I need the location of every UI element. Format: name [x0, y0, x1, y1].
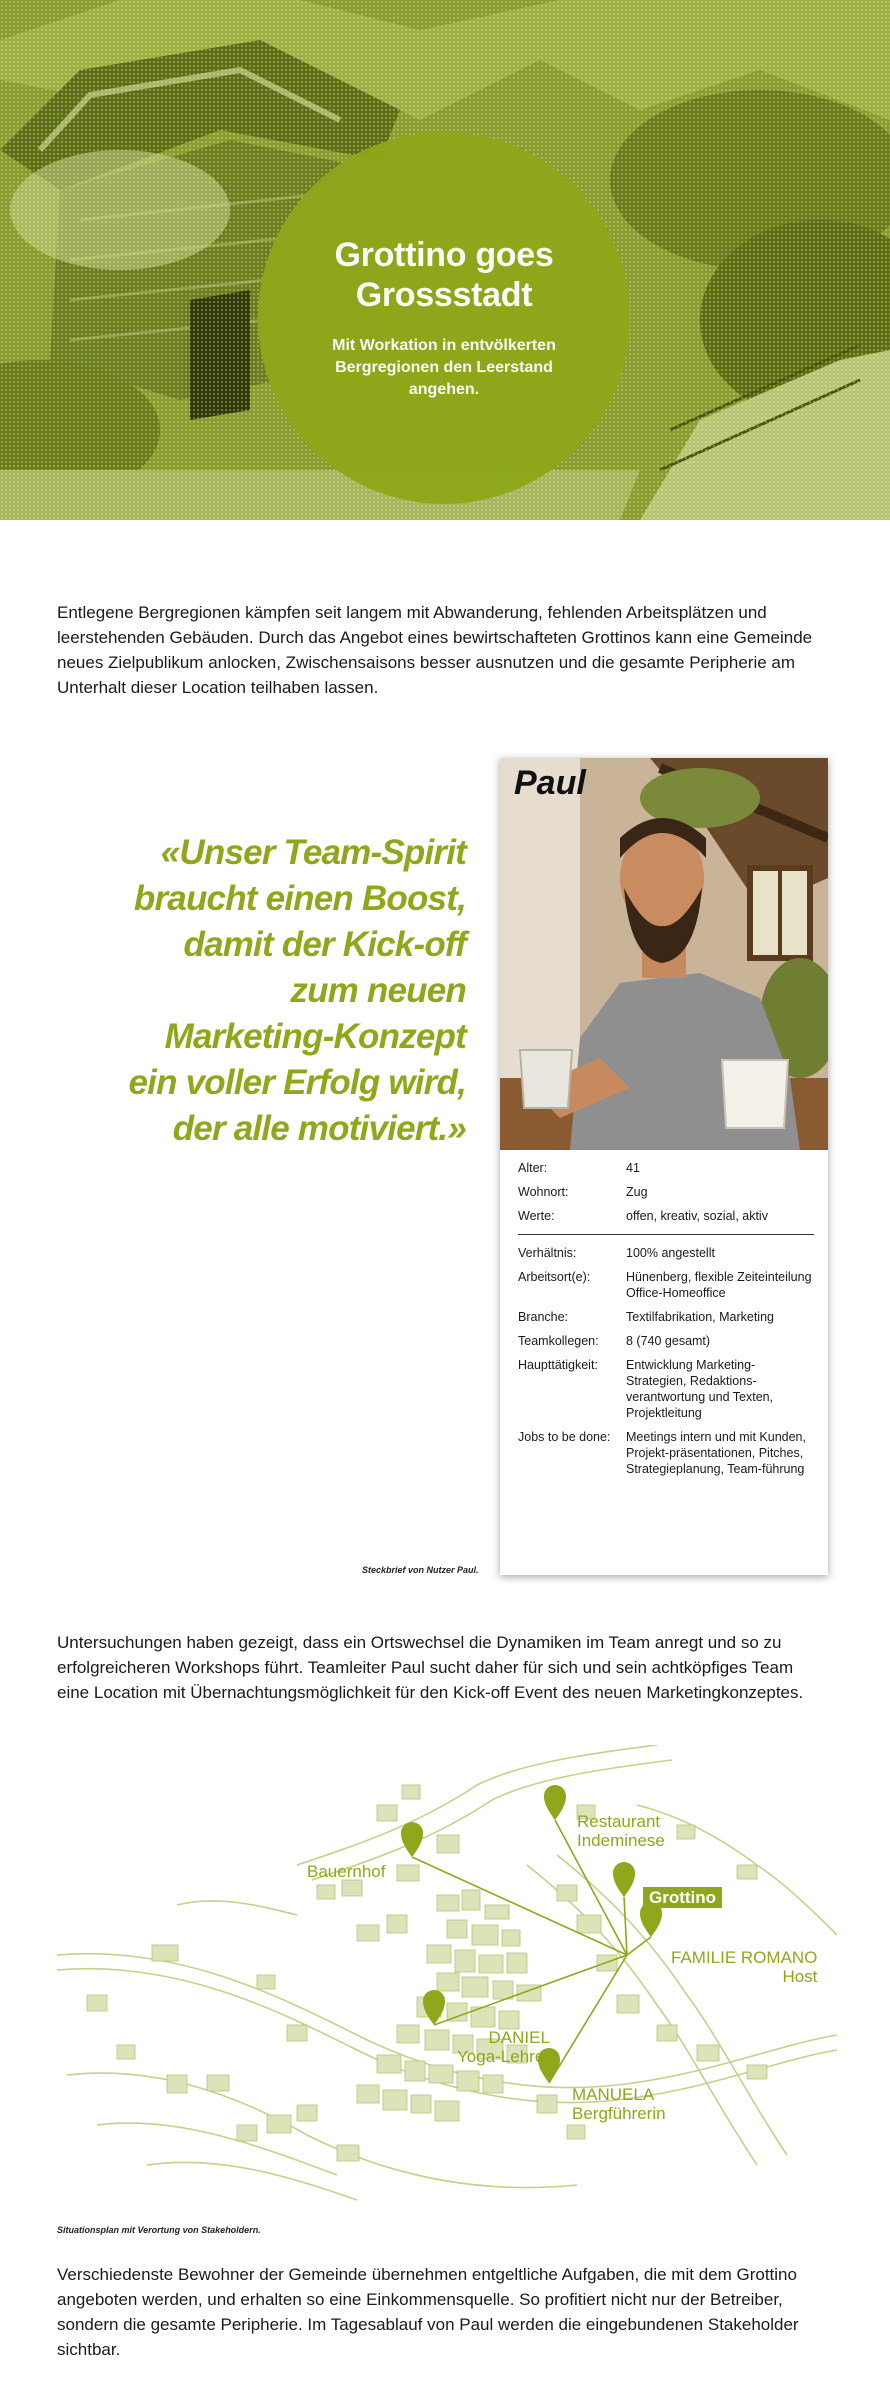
persona-divider [518, 1234, 814, 1235]
persona-info-value: Hünenberg, flexible Zeiteinteilung Office-Homeoffice [626, 1270, 812, 1300]
hero-subtitle [298, 335, 590, 401]
persona-card [500, 758, 828, 1575]
intro-paragraph: Entlegene Bergregionen kämpfen seit langem mit Abwanderung, fehlenden Arbeitsplätzen und leerstehenden Gebäuden. Durch das Angebot eines bewirtschafteten Grottinos kann eine Gemeinde neues Zielpublikum anlocken, Zwischensaisons besser ausnutzen und die gesamte Peripherie am Unterhalt dieser Location teilhaben lassen. [57, 603, 813, 697]
persona-info-label: Wohnort: [518, 1185, 569, 1199]
map-label-daniel [457, 2028, 550, 2066]
hero-subtitle-line: Mit Workation in entvölkerten [332, 337, 556, 354]
hero-subtitle-line: Bergregionen den Leerstand angehen. [335, 359, 553, 398]
outro-paragraph: Verschiedenste Bewohner der Gemeinde übernehmen entgeltliche Aufgaben, die mit dem Grottino angeboten werden, und erhalten so eine Einkommensquelle. So profitiert nicht nur der Betreiber, sondern die gesamte Peripherie. Im Tagesablauf von Paul werden die eingebundenen Stakeholder sichtbar. [57, 2265, 799, 2359]
persona-info-label: Alter: [518, 1161, 548, 1175]
hero-circle [258, 132, 630, 504]
map-label-grottino: Grottino [643, 1887, 722, 1908]
persona-name: Paul [514, 764, 586, 802]
study-paragraph: Untersuchungen haben gezeigt, dass ein Ortswechsel die Dynamiken im Team anregt und so zu erfolgreicheren Workshops führt. Teamleiter Paul sucht daher für sich und sein achtköpfiges Team eine Location mit Übernachtungsmöglichkeit für den Kick-off Event des neuen Marketingkonzeptes. [57, 1633, 804, 1702]
quote-line: «Unser Team-Spirit [160, 833, 466, 872]
hero-banner [0, 0, 890, 520]
persona-info-row [518, 1184, 814, 1200]
map-label-line: Restaurant [577, 1812, 661, 1831]
quote-line: braucht einen Boost, [133, 879, 466, 918]
map-label-familie-romano [671, 1948, 817, 1986]
persona-info-label: Werte: [518, 1209, 555, 1223]
persona-info-label: Teamkollegen: [518, 1334, 599, 1348]
persona-photo [500, 758, 828, 1150]
persona-info-label: Branche: [518, 1310, 569, 1324]
persona-info-label: Haupttätigkeit: [518, 1358, 598, 1372]
marker-pin-icon [613, 1862, 635, 1897]
persona-info-group-b [518, 1245, 814, 1477]
pull-quote [80, 830, 466, 1152]
persona-caption: Steckbrief von Nutzer Paul. [362, 1565, 479, 1575]
persona-info-row [518, 1309, 814, 1325]
map-label-line: Indeminese [577, 1831, 665, 1850]
quote-line: Marketing-Konzept [164, 1017, 466, 1056]
quote-line: ein voller Erfolg wird, [128, 1063, 466, 1102]
map-label-line: Yoga-Lehrer [457, 2047, 550, 2066]
marker-pin-icon [544, 1785, 566, 1820]
quote-line: zum neuen [290, 971, 466, 1010]
quote-line: damit der Kick-off [183, 925, 466, 964]
map-label-bauernhof: Bauernhof [307, 1862, 386, 1881]
persona-info-value: 41 [626, 1161, 640, 1175]
persona-info-value: Entwicklung Marketing-Strategien, Redaktions-verantwortung und Texten, Projektleitung [626, 1358, 774, 1420]
marker-pin-icon [423, 1990, 445, 2025]
persona-info-group-a [518, 1160, 814, 1224]
persona-info-row [518, 1208, 814, 1224]
hero-title-line: Grottino goes [334, 236, 554, 274]
persona-info-value: Meetings intern und mit Kunden, Projekt-präsentationen, Pitches, Strategieplanung, Team-führung [626, 1430, 806, 1476]
map-caption: Situationsplan mit Verortung von Stakeholdern. [57, 2225, 261, 2235]
persona-info-value: Zug [626, 1185, 648, 1199]
persona-info [518, 1160, 814, 1485]
quote-line: der alle motiviert.» [172, 1109, 466, 1148]
map-label-line: FAMILIE ROMANO [671, 1948, 818, 1967]
persona-info-value: Textilfabrikation, Marketing [626, 1310, 774, 1324]
map-label-line: Bergführerin [572, 2104, 666, 2123]
persona-info-label: Jobs to be done: [518, 1430, 611, 1444]
map-label-manuela [572, 2085, 666, 2123]
persona-info-row [518, 1160, 814, 1176]
persona-info-label: Verhältnis: [518, 1246, 577, 1260]
map-label-line: DANIEL [488, 2028, 550, 2047]
persona-info-label: Arbeitsort(e): [518, 1270, 591, 1284]
marker-pin-icon [401, 1822, 423, 1857]
persona-info-row [518, 1269, 814, 1301]
persona-info-value: offen, kreativ, sozial, aktiv [626, 1209, 768, 1223]
map-label-line: Host [782, 1967, 818, 1986]
persona-info-row [518, 1333, 814, 1349]
persona-info-value: 8 (740 gesamt) [626, 1334, 711, 1348]
hero-title-line: Grossstadt [355, 276, 533, 314]
hero-title [335, 235, 554, 315]
map-label-restaurant [577, 1812, 665, 1850]
persona-info-row [518, 1245, 814, 1261]
persona-info-row [518, 1357, 814, 1421]
persona-portrait-image [500, 758, 828, 1150]
persona-info-row [518, 1429, 814, 1477]
persona-info-value: 100% angestellt [626, 1246, 715, 1260]
site-map [57, 1745, 837, 2205]
map-label-line: MANUELA [572, 2085, 655, 2104]
